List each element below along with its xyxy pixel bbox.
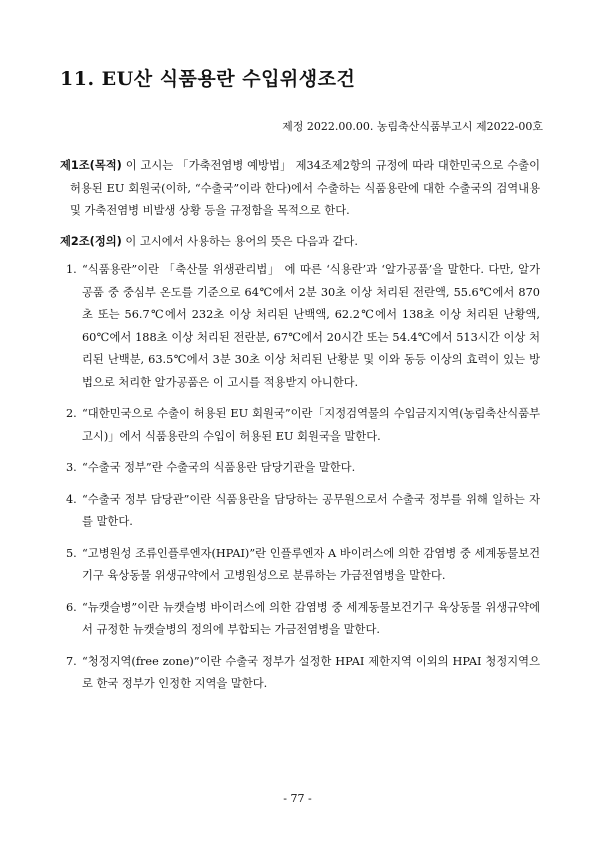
document-body [60, 155, 540, 705]
item-text: “청정지역(free zone)”이란 수출국 정부가 설정한 HPAI 제한지역 이외의 HPAI 청정지역으로 한국 정부가 인정한 지역을 말한다. [82, 654, 540, 690]
definition-item [60, 543, 540, 588]
article-1-text: 이 고시는 「가축전염병 예방법」 제34조제2항의 규정에 따라 대한민국으로 수출이 허용된 EU 회원국(이하, “수출국”이라 한다)에서 수출하는 식품용란에 대한 수출국의 검역내용 및 가축전염병 비발생 상황 등을 규정함을 목적으로 한다. [70, 159, 540, 217]
definition-list [60, 259, 540, 696]
item-number: 6. [66, 600, 77, 614]
item-text: “수출국 정부”란 수출국의 식품용란 담당기관을 말한다. [82, 461, 356, 474]
item-text: “고병원성 조류인플루엔자(HPAI)”란 인플루엔자 A 바이러스에 의한 감염병 중 세계동물보건기구 육상동물 위생규약에서 고병원성으로 분류하는 가금전염병을 말한다. [82, 546, 540, 582]
document-title: 11. EU산 식품용란 수입위생조건 [60, 68, 356, 90]
definition-item [60, 259, 540, 394]
item-text: “식품용란”이란 「축산물 위생관리법」 에 따른 ‘식용란’과 ‘알가공품’을 말한다. 다만, 알가공품 중 중심부 온도를 기준으로 64℃에서 2분 30초 이상 처리된 전란액, 55.6℃에서 870초 또는 56.7℃에서 232초 이상 처리된 난백액, 62.2℃에서 138초 이상 처리된 난황액, 60℃에서 188초 이상 처리된 전란분, 67℃에서 20시간 또는 54.4℃에서 513시간 이상 처리된 난백분, 63.5℃에서 3분 30초 이상 처리된 난황분 및 이와 동등 이상의 효력이 있는 방법으로 처리한 알가공품은 이 고시를 적용받지 아니한다. [82, 263, 540, 389]
definition-item [60, 597, 540, 642]
item-number: 4. [66, 492, 77, 506]
definition-item [60, 489, 540, 534]
definition-item [60, 651, 540, 696]
page-number: - 77 - [283, 792, 312, 805]
item-number: 2. [66, 407, 77, 420]
definition-item [60, 403, 540, 448]
enactment-info: 제정 2022.00.00. 농림축산식품부고시 제2022-00호 [282, 120, 543, 133]
item-text: “뉴캣슬병”이란 뉴캣슬병 바이러스에 의한 감염병 중 세계동물보건기구 육상동물 위생규약에서 규정한 뉴캣슬병의 정의에 부합되는 가금전염병을 말한다. [82, 600, 540, 636]
article-2 [60, 231, 540, 254]
article-1-label: 제1조(목적) [60, 159, 122, 172]
item-text: “수출국 정부 담당관”이란 식품용란을 담당하는 공무원으로서 수출국 정부를 위해 일하는 자를 말한다. [82, 492, 540, 528]
item-text: “대한민국으로 수출이 허용된 EU 회원국”이란「지정검역물의 수입금지지역(농림축산식품부 고시)」에서 식품용란의 수입이 허용된 EU 회원국을 말한다. [82, 407, 540, 443]
article-1 [60, 155, 540, 223]
item-number: 1. [66, 263, 77, 276]
article-2-label: 제2조(정의) [60, 234, 122, 248]
item-number: 3. [66, 461, 77, 474]
definition-item [60, 457, 540, 480]
article-2-text: 이 고시에서 사용하는 용어의 뜻은 다음과 같다. [121, 234, 358, 248]
item-number: 7. [66, 654, 77, 668]
item-number: 5. [66, 546, 77, 560]
